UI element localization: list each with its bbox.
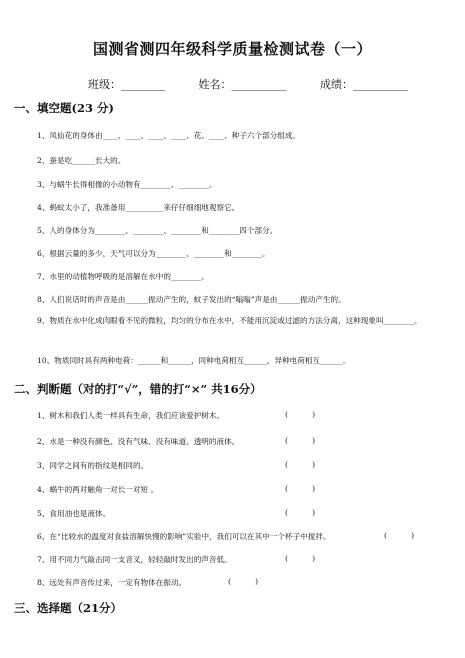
score-field: 成绩：__________ (320, 78, 408, 91)
fill-question-7: 7、水里的动植物呼吸的是溶解在水中的________。 (37, 272, 209, 281)
tf-answer-7[interactable]: ( ) (285, 554, 316, 563)
tf-answer-1[interactable]: ( ) (285, 410, 316, 419)
section-multiple-choice-heading: 三、选择题（21分） (14, 601, 123, 615)
tf-answer-6[interactable]: ( ) (384, 531, 415, 540)
fill-question-1: 1、凤仙花的身体由____、____、____、____、花、____、种子六个部分组成。 (37, 131, 301, 140)
student-info-row (88, 76, 408, 92)
fill-question-2: 2、蚕是吃______长大的。 (37, 156, 126, 165)
name-field: 姓名：__________ (198, 78, 287, 91)
class-field: 班级：________ (88, 78, 165, 91)
tf-question-8: 8、远处有声音传过来，一定有物体在振动。 (37, 578, 187, 587)
tf-question-1: 1、树木和我们人类一样具有生命，我们应该爱护树木。 (37, 411, 225, 420)
tf-answer-5[interactable]: ( ) (285, 508, 316, 517)
fill-question-6: 6、根据云量的多少，天气可以分为________、________和________。 (37, 249, 270, 258)
exam-title: 国测省测四年级科学质量检测试卷（一） (92, 40, 372, 58)
tf-question-6: 6、在“比较水的温度对食盐溶解快慢的影响”实验中，我们可以在其中一个杯子中搅拌。 (37, 532, 331, 541)
tf-answer-8[interactable]: ( ) (228, 577, 259, 586)
section-fill-in-heading: 一、填空题(23 分) (14, 101, 114, 115)
fill-question-10: 10、物质同时具有两种电荷：______和______，同种电荷相互______，异种电荷相互______。 (37, 356, 351, 365)
tf-question-3: 3、同学之间有的指纹是相同的。 (37, 461, 149, 470)
tf-answer-3[interactable]: ( ) (285, 460, 316, 469)
fill-question-3: 3、与蜗牛长得相像的小动物有________、________。 (37, 180, 217, 189)
section-true-false-heading: 二、判断题（对的打“√”，错的打“×” 共16分） (14, 382, 262, 396)
tf-answer-4[interactable]: ( ) (285, 484, 316, 493)
fill-question-4: 4、蚂蚁太小了，我准备用__________来仔仔细细地观察它。 (37, 203, 240, 212)
tf-question-5: 5、食用油也是液体。 (37, 509, 111, 518)
tf-question-2: 2、水是一种没有颜色、没有气味、没有味道、透明的液体。 (37, 437, 240, 446)
tf-question-7: 7、用不同力气敲击同一支音叉，轻轻敲时发出的声音低。 (37, 555, 232, 564)
tf-answer-2[interactable]: ( ) (285, 436, 316, 445)
fill-question-9: 9、物质在水中化成肉眼看不见的微粒，均匀的分布在水中，不能用沉淀或过滤的方法分离，这种现象叫________。 (37, 316, 422, 325)
fill-question-5: 5、人的身体分为________、________、________和________四个部分。 (37, 226, 278, 235)
fill-question-8: 8、人们说话时的声音是由______振动产生的，蚊子发出的“嗡嗡”声是由______振动产生的。 (37, 295, 346, 304)
tf-question-4: 4、蜗牛的两对触角一对长一对短 。 (37, 485, 159, 494)
